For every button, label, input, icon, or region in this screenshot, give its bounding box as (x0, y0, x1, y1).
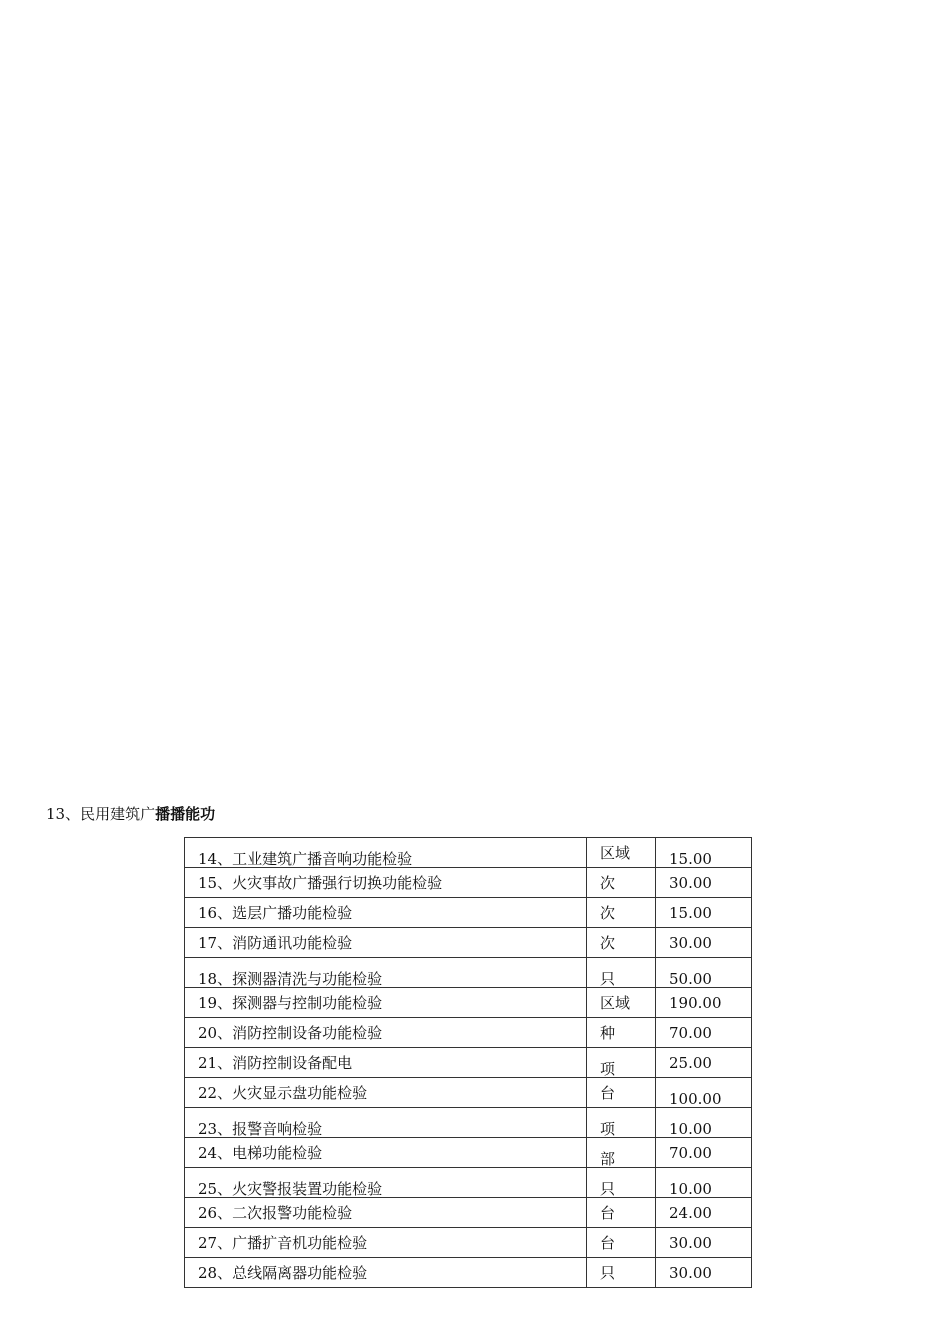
unit-cell (587, 898, 656, 928)
item-name: 15、火灾事故广播强行切换功能检验 (198, 874, 443, 892)
unit-cell (587, 1168, 656, 1198)
item-unit: 台 (600, 1234, 616, 1252)
item-unit: 部 (600, 1150, 616, 1168)
item-name: 24、电梯功能检验 (198, 1144, 323, 1162)
item-name: 17、消防通讯功能检验 (198, 934, 353, 952)
item-name-cell (185, 1198, 587, 1228)
item-price: 15.00 (669, 903, 712, 922)
item-unit: 台 (600, 1084, 616, 1102)
item-name: 14、工业建筑广播音响功能检验 (198, 850, 413, 868)
item-name-cell (185, 838, 587, 868)
table-row (185, 928, 752, 958)
item-name-cell (185, 1078, 587, 1108)
item-name-cell (185, 1228, 587, 1258)
item-unit: 次 (600, 874, 616, 892)
item-price: 70.00 (669, 1143, 712, 1162)
price-cell (656, 958, 752, 988)
item-unit: 台 (600, 1204, 616, 1222)
fee-table (184, 837, 752, 1288)
item-name: 25、火灾警报装置功能检验 (198, 1180, 383, 1198)
item-name: 20、消防控制设备功能检验 (198, 1024, 383, 1042)
item-name-cell (185, 1108, 587, 1138)
table-row (185, 1258, 752, 1288)
item-name-cell (185, 1138, 587, 1168)
table-row (185, 1138, 752, 1168)
item-price: 30.00 (669, 1263, 712, 1282)
price-cell (656, 898, 752, 928)
unit-cell (587, 958, 656, 988)
price-cell (656, 1258, 752, 1288)
table-row (185, 1048, 752, 1078)
item-price: 10.00 (669, 1119, 712, 1138)
table-row (185, 1108, 752, 1138)
item-name: 27、广播扩音机功能检验 (198, 1234, 368, 1252)
price-cell (656, 1048, 752, 1078)
item-unit: 只 (600, 970, 616, 988)
item-unit: 项 (600, 1060, 616, 1078)
item-name-cell (185, 988, 587, 1018)
unit-cell (587, 1228, 656, 1258)
price-cell (656, 868, 752, 898)
table-row (185, 898, 752, 928)
unit-cell (587, 1048, 656, 1078)
item-price: 25.00 (669, 1053, 712, 1072)
item-unit: 项 (600, 1120, 616, 1138)
item-name-cell (185, 1048, 587, 1078)
item-name-cell (185, 1258, 587, 1288)
price-cell (656, 1228, 752, 1258)
unit-cell (587, 988, 656, 1018)
item-name: 28、总线隔离器功能检验 (198, 1264, 368, 1282)
price-cell (656, 928, 752, 958)
item-name: 23、报警音响检验 (198, 1120, 323, 1138)
table-row (185, 868, 752, 898)
unit-cell (587, 1078, 656, 1108)
item-name-cell (185, 928, 587, 958)
price-cell (656, 1198, 752, 1228)
item-price: 100.00 (669, 1089, 722, 1108)
unit-cell (587, 1198, 656, 1228)
item-price: 30.00 (669, 873, 712, 892)
item-name: 18、探测器清洗与功能检验 (198, 970, 383, 988)
section-title-bold: 播播能功 (155, 805, 216, 823)
item-unit: 只 (600, 1180, 616, 1198)
item-price: 10.00 (669, 1179, 712, 1198)
item-name-cell (185, 958, 587, 988)
item-name: 16、选层广播功能检验 (198, 904, 353, 922)
table-row (185, 988, 752, 1018)
unit-cell (587, 1258, 656, 1288)
unit-cell (587, 838, 656, 868)
item-name-cell (185, 868, 587, 898)
unit-cell (587, 928, 656, 958)
unit-cell (587, 1018, 656, 1048)
item-unit: 区域 (600, 994, 631, 1012)
fee-table-body (185, 838, 752, 1288)
price-cell (656, 1168, 752, 1198)
price-cell (656, 1108, 752, 1138)
section-title: 民用建筑广 (80, 805, 156, 823)
price-cell (656, 988, 752, 1018)
price-cell (656, 1078, 752, 1108)
item-name: 21、消防控制设备配电 (198, 1054, 353, 1072)
item-price: 70.00 (669, 1023, 712, 1042)
section-heading (46, 804, 215, 824)
unit-cell (587, 1138, 656, 1168)
table-row (185, 958, 752, 988)
table-row (185, 1198, 752, 1228)
table-row (185, 1228, 752, 1258)
item-price: 50.00 (669, 969, 712, 988)
unit-cell (587, 868, 656, 898)
table-row (185, 1018, 752, 1048)
table-row (185, 1078, 752, 1108)
item-price: 30.00 (669, 1233, 712, 1252)
item-name: 19、探测器与控制功能检验 (198, 994, 383, 1012)
item-price: 30.00 (669, 933, 712, 952)
unit-cell (587, 1108, 656, 1138)
item-name: 22、火灾显示盘功能检验 (198, 1084, 368, 1102)
table-row (185, 1168, 752, 1198)
price-cell (656, 838, 752, 868)
item-unit: 次 (600, 934, 616, 952)
price-cell (656, 1138, 752, 1168)
item-price: 190.00 (669, 993, 722, 1012)
section-number: 13、 (46, 805, 81, 823)
item-name-cell (185, 898, 587, 928)
item-name-cell (185, 1168, 587, 1198)
item-price: 15.00 (669, 849, 712, 868)
item-unit: 种 (600, 1024, 616, 1042)
price-cell (656, 1018, 752, 1048)
item-unit: 只 (600, 1264, 616, 1282)
item-unit: 次 (600, 904, 616, 922)
table-row (185, 838, 752, 868)
item-unit: 区域 (600, 844, 631, 862)
item-name: 26、二次报警功能检验 (198, 1204, 353, 1222)
item-name-cell (185, 1018, 587, 1048)
item-price: 24.00 (669, 1203, 712, 1222)
